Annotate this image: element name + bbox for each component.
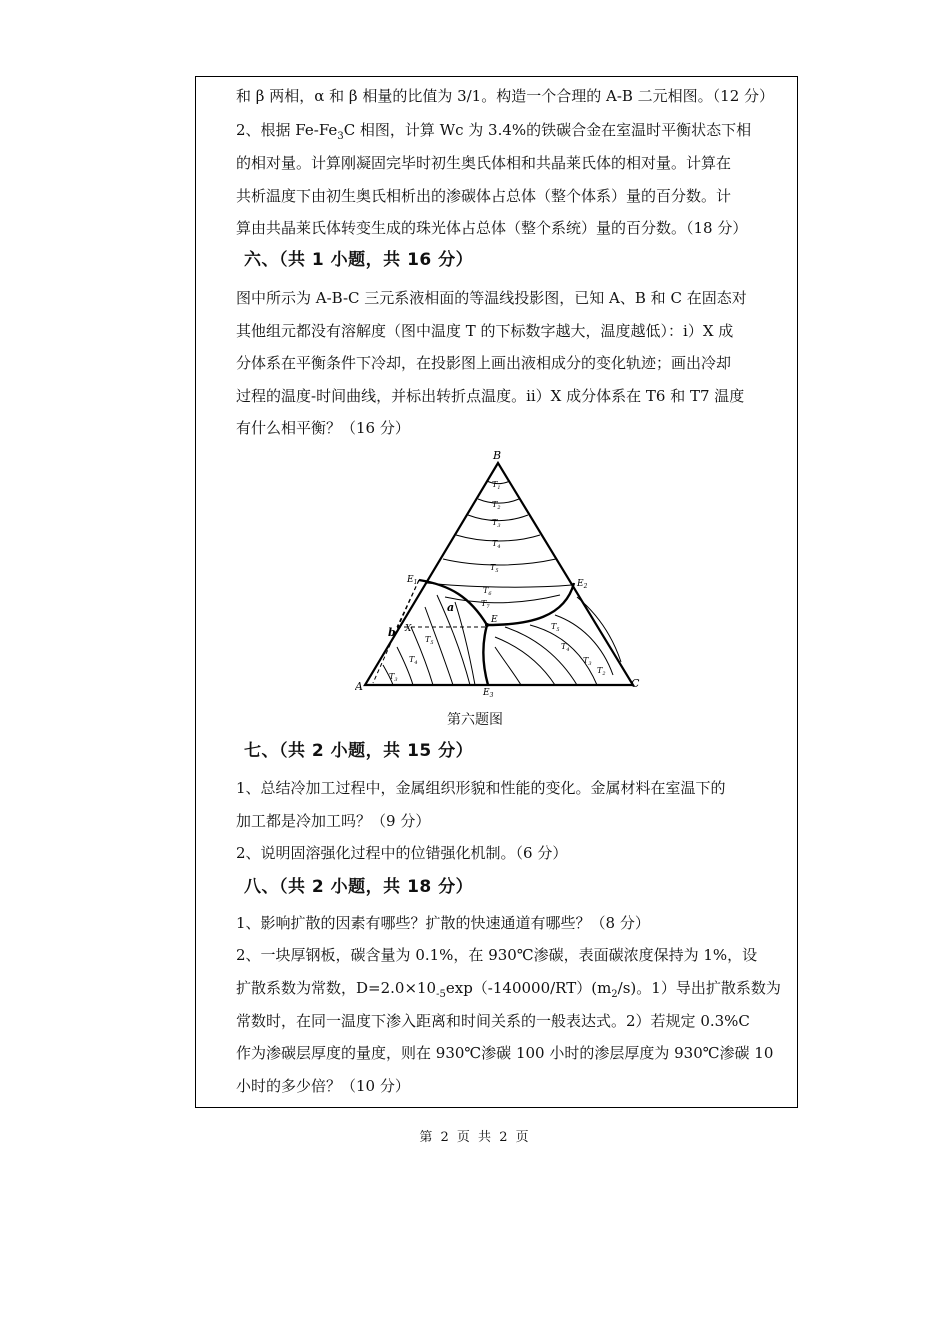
section-6-heading: 六、（共 1 小题，共 16 分）	[244, 250, 474, 270]
label-text: T	[561, 642, 567, 651]
label-subscript: 3	[489, 692, 494, 699]
text-line: 1、影响扩散的因素有哪些？扩散的快速通道有哪些？（8 分）	[236, 914, 650, 932]
text-line: 共析温度下由初生奥氏相析出的渗碳体占总体（整个体系）量的百分数。计	[236, 187, 732, 205]
vertex-label-c: C	[631, 677, 640, 690]
dashed-line	[397, 580, 419, 627]
label-x: X	[405, 624, 412, 634]
label-subscript: 4	[497, 544, 501, 550]
label-t2	[492, 500, 501, 511]
label-t2-c-field	[597, 666, 606, 677]
isotherm-c-field	[495, 637, 555, 685]
question-8-2-formula-line	[236, 978, 781, 1005]
question-5-2-line	[236, 120, 751, 147]
vertex-label-b: B	[493, 449, 502, 462]
label-e3	[482, 688, 494, 699]
label-subscript: 4	[566, 647, 570, 653]
label-subscript: 2	[497, 505, 501, 511]
text-line: 小时的多少倍？（10 分）	[236, 1077, 410, 1095]
subscript: 3	[337, 131, 344, 142]
text-line: 过程的温度-时间曲线，并标出转折点温度。ii）X 成分体系在 T6 和 T7 温度	[236, 387, 745, 405]
label-text: E	[407, 575, 414, 585]
isotherm-t4	[456, 535, 540, 541]
label-point-b: b	[388, 626, 396, 639]
label-text: T	[425, 635, 431, 644]
label-subscript: 1	[497, 485, 501, 491]
label-text: T	[389, 672, 395, 681]
isotherm-a-field	[397, 647, 413, 685]
subscript: -5	[436, 989, 446, 1000]
text-line: 2、一块厚钢板，碳含量为 0.1%，在 930℃渗碳，表面碳浓度保持为 1%，设	[236, 946, 758, 964]
text-line: 其他组元都没有溶解度（图中温度 T 的下标数字越大，温度越低）：i）X 成	[236, 322, 734, 340]
isotherm-t3	[468, 515, 528, 521]
text-line: 图中所示为 A-B-C 三元系液相面的等温线投影图，已知 A、B 和 C 在固态对	[236, 289, 747, 307]
vertex-label-a: A	[355, 680, 363, 693]
text-line: 算由共晶莱氏体转变生成的珠光体占总体（整个系统）量的百分数。（18 分）	[236, 219, 748, 237]
text-segment: C 相图，计算 Wc 为 3.4%的铁碳合金在室温时平衡状态下相	[343, 121, 752, 139]
label-text: T	[483, 586, 489, 595]
label-text: T	[492, 480, 498, 489]
label-t4-c-field	[561, 642, 570, 653]
label-text: T	[492, 518, 498, 527]
label-subscript: 5	[495, 568, 499, 574]
label-subscript: 2	[583, 583, 588, 590]
text-segment: 2、根据 Fe-Fe	[236, 121, 338, 139]
triangle-outline	[365, 463, 633, 685]
label-subscript: 5	[556, 627, 560, 633]
label-e1	[406, 575, 417, 586]
page-footer: 第 2 页 共 2 页	[419, 1130, 531, 1145]
label-t5-a-field	[425, 635, 434, 646]
label-text: T	[492, 539, 498, 548]
label-subscript: 3	[497, 523, 501, 529]
isotherm-t6	[427, 583, 572, 587]
text-line: 2、说明固溶强化过程中的位错强化机制。（6 分）	[236, 844, 568, 862]
label-t3	[492, 518, 501, 529]
isotherm-t1	[487, 481, 510, 484]
subscript: 2	[611, 989, 618, 1000]
text-line: 有什么相平衡？（16 分）	[236, 419, 410, 437]
label-text: T	[490, 563, 496, 572]
text-line: 作为渗碳层厚度的量度，则在 930℃渗碳 100 小时的渗层厚度为 930℃渗碳 10	[236, 1044, 774, 1062]
label-t6	[483, 586, 492, 597]
label-t4-a-field	[409, 655, 418, 666]
label-e: E	[491, 615, 498, 625]
text-line: 的相对量。计算刚凝固完毕时初生奥氏体相和共晶莱氏体的相对量。计算在	[236, 154, 732, 172]
valley-e-e3	[483, 625, 488, 685]
label-subscript: 6	[488, 591, 492, 597]
label-text: E	[483, 688, 490, 698]
label-e2	[576, 579, 588, 590]
text-line: 加工都是冷加工吗？（9 分）	[236, 812, 431, 830]
label-subscript: 1	[413, 579, 418, 586]
label-t3-a-field	[389, 672, 398, 683]
isotherm-c-field	[495, 647, 521, 685]
isotherm-t2	[478, 499, 519, 503]
label-subscript: 5	[430, 640, 434, 646]
valley-e2-e	[487, 583, 574, 625]
figure-caption: 第六题图	[447, 712, 503, 728]
text-segment: /s)。1）导出扩散系数为	[617, 979, 781, 997]
label-text: T	[409, 655, 415, 664]
section-8-heading: 八、（共 2 小题，共 18 分）	[244, 877, 474, 897]
section-7-heading: 七、（共 2 小题，共 15 分）	[244, 741, 474, 761]
label-subscript: 7	[486, 604, 490, 610]
label-text: T	[481, 599, 487, 608]
eutectic-point-e	[485, 623, 489, 627]
isotherm-a-field	[455, 602, 475, 685]
label-t5-c-field	[551, 622, 560, 633]
label-text: T	[551, 622, 557, 631]
label-text: T	[583, 656, 589, 665]
label-point-a: a	[447, 601, 455, 614]
label-text: E	[577, 579, 584, 589]
label-text: T	[597, 666, 603, 675]
label-subscript: 4	[414, 660, 418, 666]
text-line: 分体系在平衡条件下冷却，在投影图上画出液相成分的变化轨迹；画出冷却	[236, 354, 732, 372]
label-t3-c-field	[583, 656, 592, 667]
isotherm-t5	[443, 559, 556, 565]
label-subscript: 3	[588, 661, 592, 667]
label-text: T	[492, 500, 498, 509]
text-line: 1、总结冷加工过程中，金属组织形貌和性能的变化。金属材料在室温下的	[236, 779, 726, 797]
text-segment: exp（-140000/RT）(m	[445, 979, 612, 997]
text-line: 常数时，在同一温度下渗入距离和时间关系的一般表达式。2）若规定 0.3%C	[236, 1012, 750, 1030]
label-subscript: 3	[394, 677, 398, 683]
text-segment: 扩散系数为常数，D=2.0×10	[236, 979, 437, 997]
text-line: 和 β 两相，α 和 β 相量的比值为 3/1。构造一个合理的 A-B 二元相图。（12 分）	[236, 87, 775, 105]
label-t1	[492, 480, 501, 491]
label-t7	[481, 599, 490, 610]
ternary-phase-diagram	[355, 447, 645, 699]
label-subscript: 2	[602, 671, 606, 677]
